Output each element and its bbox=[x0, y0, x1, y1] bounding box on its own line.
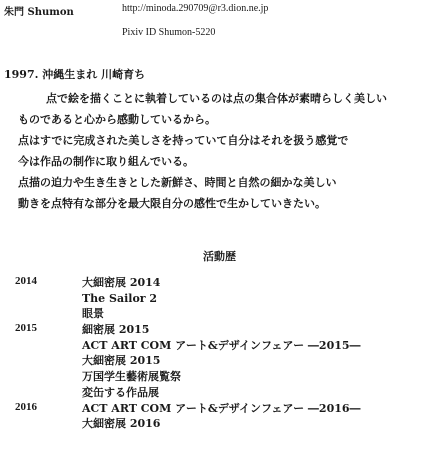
statement-line: 点描の迫力や生き生きとした新鮮さ、時間と自然の細かな美しい bbox=[18, 176, 337, 189]
artist-name: 朱門 Shumon bbox=[4, 7, 74, 18]
statement-line: 点はすでに完成された美しさを持っていて自分はそれを扱う感覚で bbox=[18, 134, 349, 147]
activity-event: 細密展 2015 bbox=[82, 323, 150, 337]
activity-event: 万国学生藝術展覧祭 bbox=[82, 370, 181, 384]
profile-heading: 1997. 沖縄生まれ 川崎育ち bbox=[4, 68, 146, 81]
activity-event: 大細密展 2015 bbox=[82, 354, 161, 368]
activity-event: 眼景 bbox=[82, 307, 104, 321]
activity-list bbox=[0, 275, 439, 432]
activity-year: 2016 bbox=[15, 400, 37, 413]
pixiv-id: Pixiv ID Shumon-5220 bbox=[122, 27, 216, 38]
year-group-2016 bbox=[0, 401, 439, 432]
activity-event: 変缶する作品展 bbox=[82, 385, 159, 399]
activity-event: The Sailor 2 bbox=[82, 291, 158, 305]
profile-statement bbox=[18, 88, 438, 214]
statement-line: 点で絵を描くことに執着しているのは点の集合体が素晴らしく美しい bbox=[46, 92, 387, 105]
activity-event: ACT ART COM アート&デザインフェアー ―2015― bbox=[82, 338, 361, 352]
activity-year: 2015 bbox=[15, 322, 37, 335]
activity-year: 2014 bbox=[15, 275, 37, 287]
year-group-2015 bbox=[0, 322, 439, 400]
contact-url: http://minoda.290709@r3.dion.ne.jp bbox=[122, 3, 269, 14]
activity-section-title: 活動歴 bbox=[203, 250, 236, 263]
statement-line: 今は作品の制作に取り組んでいる。 bbox=[18, 155, 194, 168]
year-group-2014 bbox=[0, 275, 439, 322]
activity-event: ACT ART COM アート&デザインフェアー ―2016― bbox=[82, 401, 361, 415]
activity-event: 大細密展 2014 bbox=[82, 276, 161, 289]
statement-line: ものであると心から感動しているから。 bbox=[18, 113, 216, 126]
statement-line: 動きを点特有な部分を最大限自分の感性で生かしていきたい。 bbox=[18, 197, 326, 210]
activity-event: 大細密展 2016 bbox=[82, 417, 161, 431]
